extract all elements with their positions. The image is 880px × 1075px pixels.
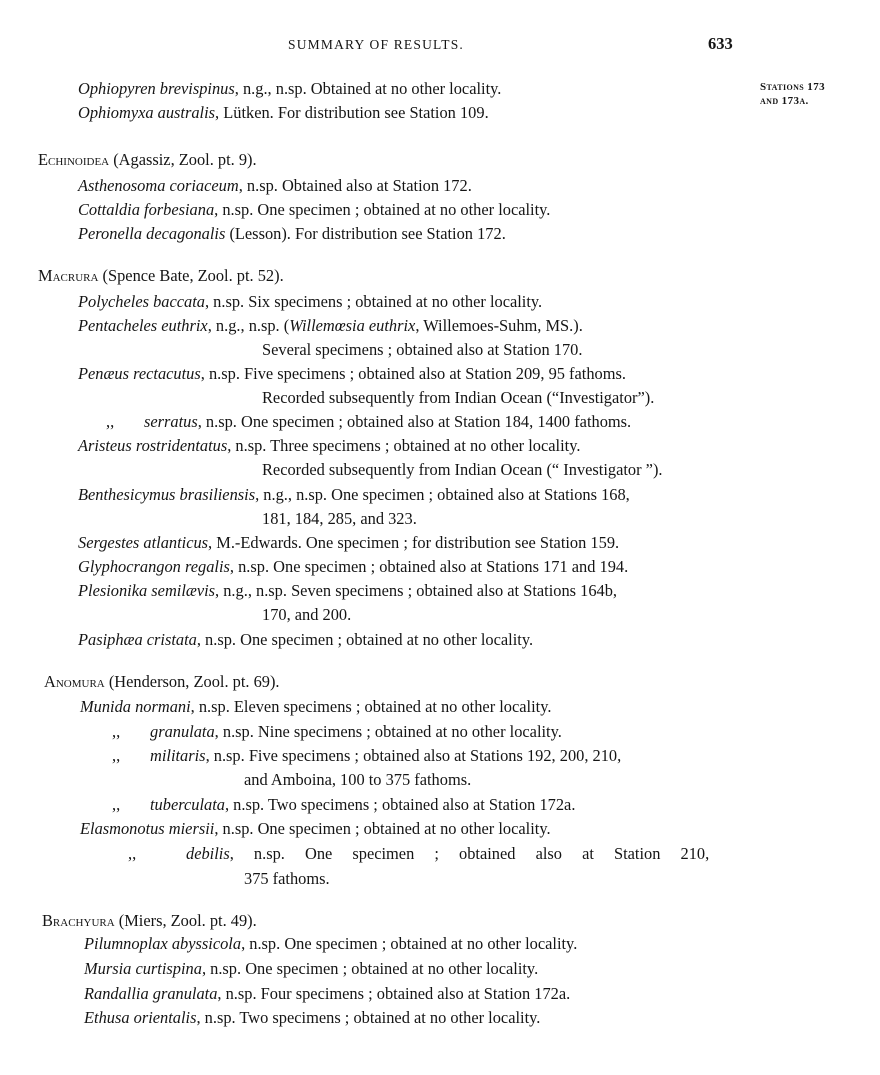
entry-text: , n.sp. One specimen ; obtained at no other locality. — [214, 819, 551, 838]
entry-elasmonotus — [80, 820, 551, 839]
species-name: Plesionika semilævis — [78, 581, 216, 600]
entry-text: , n.sp. One specimen ; obtained also at Stations 171 and 194. — [229, 557, 629, 576]
species-name: Elasmonotus miersii — [80, 819, 215, 838]
entry-cottaldia — [78, 201, 550, 220]
entry-peronella — [78, 225, 506, 244]
entry-ophiopyren — [78, 80, 501, 99]
entry-randallia — [84, 985, 570, 1004]
entry-penaeus — [78, 365, 626, 384]
species-name: Pilumnoplax abyssicola — [84, 934, 242, 953]
entry-text: , n.sp. Three specimens ; obtained at no other locality. — [227, 436, 581, 455]
group-ref: (Miers, Zool. pt. 49). — [114, 911, 257, 930]
group-ref: (Henderson, Zool. pt. 69). — [104, 672, 280, 691]
margin-note-line-1: Stations 173 — [760, 81, 825, 93]
entry-aristeus-cont: Recorded subsequently from Indian Ocean (“ Investigator ”). — [262, 460, 663, 479]
species-name: debilis — [186, 844, 230, 863]
entry-plesionika — [78, 582, 617, 601]
entry-text: , n.sp. One specimen ; obtained at no other locality. — [214, 200, 551, 219]
margin-note-line-2: and 173a. — [760, 95, 809, 108]
entry-mursia — [84, 960, 538, 979]
species-name: militaris — [150, 746, 206, 765]
entry-tuberculata — [112, 796, 575, 815]
synonym-name: Willemœsia euthrix — [289, 316, 416, 335]
ditto-mark: ,, — [106, 412, 115, 431]
entry-debilis-cont: 375 fathoms. — [244, 869, 330, 888]
species-name: Peronella decagonalis — [78, 224, 226, 243]
entry-polycheles — [78, 293, 542, 312]
entry-text: (Lesson). For distribution see Station 172. — [225, 224, 506, 243]
entry-penaeus-cont: Recorded subsequently from Indian Ocean (“Investigator”). — [262, 388, 655, 407]
species-name: Munida normani — [80, 697, 191, 716]
section-heading-brachyura — [42, 912, 257, 931]
group-name: Echinoidea — [38, 150, 110, 169]
ditto-mark: ,, — [128, 844, 137, 863]
entry-text: , n.sp. Obtained also at Station 172. — [238, 176, 472, 195]
section-heading-anomura — [44, 673, 280, 692]
entry-benthesicymus — [78, 486, 630, 505]
entry-glyphocrangon — [78, 558, 628, 577]
species-name: Polycheles baccata — [78, 292, 205, 311]
entry-text: , n.sp. One specimen ; obtained also at Station 210, — [229, 844, 710, 863]
entry-text: , n.g., n.sp. Seven specimens ; obtained also at Stations 164b, — [215, 581, 618, 600]
entry-serratus — [106, 413, 631, 432]
entry-benthesicymus-cont: 181, 184, 285, and 323. — [262, 509, 417, 528]
group-ref: (Spence Bate, Zool. pt. 52). — [98, 266, 284, 285]
species-name: Glyphocrangon regalis — [78, 557, 230, 576]
species-name: Ophiomyxa australis — [78, 103, 216, 122]
species-name: granulata — [150, 722, 215, 741]
entry-pasiphaea — [78, 631, 533, 650]
entry-text: , n.g., n.sp. One specimen ; obtained also at Stations 168, — [255, 485, 630, 504]
species-name: Cottaldia forbesiana — [78, 200, 215, 219]
entry-text: , Willemoes-Suhm, MS.). — [415, 316, 583, 335]
entry-ophiomyxa — [78, 104, 489, 123]
species-name: serratus — [144, 412, 198, 431]
page-number: 633 — [708, 34, 733, 53]
entry-text: , n.sp. Five specimens ; obtained also at Station 209, 95 fathoms. — [200, 364, 626, 383]
entry-text: , Lütken. For distribution see Station 109. — [215, 103, 489, 122]
entry-pilumnoplax — [84, 935, 577, 954]
section-heading-echinoidea — [38, 151, 257, 170]
species-name: Pentacheles euthrix — [78, 316, 208, 335]
entry-text: , n.g., n.sp. Obtained at no other locality. — [234, 79, 502, 98]
group-name: Brachyura — [42, 911, 115, 930]
entry-text: , n.g., n.sp. ( — [207, 316, 290, 335]
entry-pentacheles — [78, 317, 583, 336]
species-name: Ethusa orientalis — [84, 1008, 197, 1027]
group-name: Anomura — [44, 672, 105, 691]
entry-text: , n.sp. Two specimens ; obtained at no other locality. — [196, 1008, 541, 1027]
entry-munida — [80, 698, 551, 717]
entry-granulata — [112, 723, 562, 742]
species-name: Randallia granulata — [84, 984, 218, 1003]
species-name: Pasiphæa cristata — [78, 630, 197, 649]
species-name: Sergestes atlanticus — [78, 533, 209, 552]
margin-note — [760, 80, 825, 109]
section-heading-macrura — [38, 267, 284, 286]
entry-text: , n.sp. One specimen ; obtained at no other locality. — [201, 959, 539, 978]
entry-text: , n.sp. Eleven specimens ; obtained at no other locality. — [190, 697, 552, 716]
entry-pentacheles-cont: Several specimens ; obtained also at Station 170. — [262, 340, 583, 359]
species-name: Aristeus rostridentatus — [78, 436, 228, 455]
entry-debilis — [128, 845, 709, 864]
ditto-mark: ,, — [112, 722, 121, 741]
entry-ethusa — [84, 1009, 540, 1028]
species-name: tuberculata — [150, 795, 225, 814]
entry-text: , n.sp. One specimen ; obtained at no other locality. — [241, 934, 578, 953]
running-head: SUMMARY OF RESULTS. — [288, 37, 464, 52]
entry-text: , n.sp. Five specimens ; obtained also at Stations 192, 200, 210, — [205, 746, 622, 765]
entry-text: , n.sp. Nine specimens ; obtained at no other locality. — [214, 722, 562, 741]
species-name: Ophiopyren brevispinus — [78, 79, 235, 98]
entry-militaris-cont: and Amboina, 100 to 375 fathoms. — [244, 770, 472, 789]
species-name: Penæus rectacutus — [78, 364, 201, 383]
entry-text: , n.sp. One specimen ; obtained also at Station 184, 1400 fathoms. — [197, 412, 632, 431]
entry-asthenosoma — [78, 177, 472, 196]
group-ref: (Agassiz, Zool. pt. 9). — [109, 150, 257, 169]
species-name: Mursia curtispina — [84, 959, 202, 978]
species-name: Asthenosoma coriaceum — [78, 176, 239, 195]
entry-text: , n.sp. One specimen ; obtained at no other locality. — [196, 630, 534, 649]
ditto-mark: ,, — [112, 795, 121, 814]
entry-plesionika-cont: 170, and 200. — [262, 605, 352, 624]
entry-text: , M.-Edwards. One specimen ; for distribution see Station 159. — [208, 533, 620, 552]
entry-aristeus — [78, 437, 580, 456]
species-name: Benthesicymus brasiliensis — [78, 485, 256, 504]
group-name: Macrura — [38, 266, 99, 285]
entry-text: , n.sp. Four specimens ; obtained also at Station 172a. — [217, 984, 571, 1003]
entry-sergestes — [78, 534, 619, 553]
entry-text: , n.sp. Two specimens ; obtained also at Station 172a. — [224, 795, 576, 814]
entry-text: , n.sp. Six specimens ; obtained at no other locality. — [204, 292, 543, 311]
ditto-mark: ,, — [112, 746, 121, 765]
entry-militaris — [112, 747, 621, 766]
